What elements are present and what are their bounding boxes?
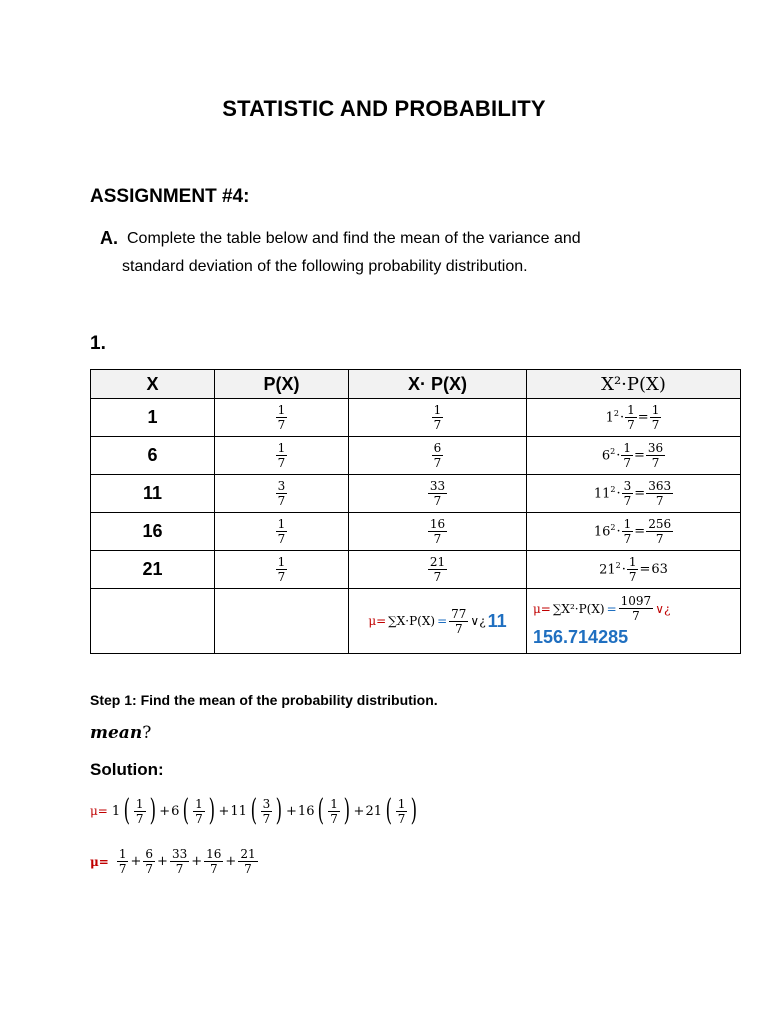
solution2-operator: + [130, 854, 142, 869]
x2px-result-fraction: $\frac{363}{7}$ [648, 479, 672, 508]
variance-tail-glyph: ∨¿ [655, 601, 671, 616]
x2px-base: $11^2$ [593, 485, 616, 502]
mean-fraction: $\frac{77}{7}$ [451, 606, 467, 636]
mean-sum-expr: ∑X·P(X) [388, 614, 436, 628]
cell-px [215, 399, 349, 437]
variance-equals: = [606, 601, 617, 616]
header-x: X [91, 370, 215, 399]
x2px-prob-fraction: $\frac{1}{7}$ [623, 441, 631, 470]
solution2-operator: + [157, 854, 168, 869]
x2px-prob-fraction: $\frac{3}{7}$ [623, 479, 632, 508]
footer-empty-1 [91, 589, 215, 654]
solution1-fraction: $\frac{1}{7}$ [135, 796, 144, 826]
solution1-coefficient: 11 [230, 803, 247, 819]
cell-x: 1 [91, 399, 215, 437]
cell-xpx [349, 399, 527, 437]
solution2-fraction: $\frac{6}{7}$ [145, 847, 154, 876]
solution2-fraction: $\frac{1}{7}$ [118, 847, 127, 876]
solution1-fraction: $\frac{1}{7}$ [397, 796, 406, 826]
solution1-coefficient: 16 [297, 803, 315, 819]
step1-heading: Step 1: Find the mean of the probability distribution. [90, 692, 438, 708]
px-fraction: $\frac{1}{7}$ [277, 441, 286, 470]
x2px-prob-fraction: $\frac{1}{7}$ [628, 555, 637, 584]
table-row [91, 513, 741, 551]
x2px-result-fraction: $\frac{1}{7}$ [651, 403, 660, 432]
solution1-coefficient: 6 [171, 803, 180, 819]
cell-xpx [349, 437, 527, 475]
solution1-operator: + [353, 803, 365, 819]
item-number: 1. [90, 333, 106, 354]
variance-sum-expr: ∑X²·P(X) [552, 601, 605, 616]
mean-question-mark: ? [142, 723, 152, 743]
assignment-heading: ASSIGNMENT #4: [90, 186, 250, 207]
x2px-base: $16^2$ [593, 523, 616, 540]
page-title: STATISTIC AND PROBABILITY [222, 96, 546, 121]
cell-x: 11 [91, 475, 215, 513]
solution-line-2 [90, 848, 258, 875]
mean-tail-glyph: ∨¿ [470, 614, 486, 628]
x2px-expression: $16^2$ · $\frac{1}{7}$ = $\frac{256}{7}$ [593, 517, 672, 546]
cell-x: 6 [91, 437, 215, 475]
header-x2px: X²·P(X) [527, 370, 741, 399]
mean-cell [349, 589, 527, 654]
solution1-fraction: $\frac{3}{7}$ [262, 796, 271, 826]
question-text-line2: standard deviation of the following probability distribution. [122, 258, 528, 275]
x2px-expression: $6^2$ · $\frac{1}{7}$ = $\frac{36}{7}$ [601, 441, 664, 470]
table-row [91, 437, 741, 475]
solution2-mu-label: μ= [90, 854, 109, 869]
x2px-expression: $11^2$ · $\frac{3}{7}$ = $\frac{363}{7}$ [593, 479, 672, 508]
x2px-prob-fraction: $\frac{1}{7}$ [627, 403, 635, 432]
cell-x2px [527, 437, 741, 475]
cell-xpx [349, 513, 527, 551]
x2px-base: $6^2$ [601, 447, 616, 464]
solution1-coefficient: 21 [365, 803, 382, 819]
xpx-fraction: $\frac{21}{7}$ [429, 555, 446, 584]
cell-x2px [527, 513, 741, 551]
xpx-fraction: $\frac{1}{7}$ [433, 403, 442, 432]
solution2-fraction: $\frac{16}{7}$ [206, 847, 222, 876]
table-row [91, 475, 741, 513]
px-fraction: $\frac{1}{7}$ [277, 555, 286, 584]
table-footer-row [91, 589, 741, 654]
solution1-operator: + [218, 803, 230, 819]
header-xpx: X· P(X) [349, 370, 527, 399]
solution1-coefficient: 1 [111, 803, 121, 819]
question-text-line1: Complete the table below and find the mean of the variance and [127, 230, 581, 247]
cell-px [215, 551, 349, 589]
solution2-fraction: $\frac{33}{7}$ [171, 847, 188, 876]
variance-cell [527, 589, 741, 654]
cell-x2px [527, 551, 741, 589]
x2px-result-fraction: $\frac{256}{7}$ [648, 517, 672, 546]
x2px-expression: $1^2$ · $\frac{1}{7}$ = $\frac{1}{7}$ [605, 403, 660, 432]
solution-heading: Solution: [90, 760, 164, 779]
cell-xpx [349, 551, 527, 589]
solution2-operator: + [191, 854, 203, 869]
x2px-expression: $21^2$ · $\frac{1}{7}$ = 63 [599, 555, 668, 584]
variance-fraction: $\frac{1097}{7}$ [620, 594, 652, 623]
solution-line-1: μ= 1 ( $\frac{1}{7}$ ) + 6 ( $\frac{1}{7}$ ) + 11 ( $\frac{3}{7}$ ) + 16 ( $\frac{1}{7}$ ) + 21 ( $\frac{1}{7}$ ) [90, 793, 418, 828]
probability-table [90, 369, 741, 654]
cell-xpx [349, 475, 527, 513]
x2px-base: $1^2$ [605, 409, 620, 426]
question-letter: A. [100, 228, 118, 248]
x2px-base: $21^2$ [599, 561, 621, 578]
footer-empty-2 [215, 589, 349, 654]
px-fraction: $\frac{3}{7}$ [277, 479, 286, 508]
cell-px [215, 437, 349, 475]
solution1-operator: + [286, 803, 297, 819]
cell-px [215, 513, 349, 551]
variance-value: 156.714285 [533, 627, 629, 647]
x2px-prob-fraction: $\frac{1}{7}$ [623, 517, 632, 546]
mean-word: mean [90, 723, 143, 743]
mean-mu-label: μ= [368, 614, 387, 628]
solution1-fraction: $\frac{1}{7}$ [195, 796, 203, 826]
mean-question [90, 723, 151, 743]
x2px-result-fraction: $\frac{36}{7}$ [647, 441, 664, 470]
xpx-fraction: $\frac{16}{7}$ [429, 517, 446, 546]
cell-px [215, 475, 349, 513]
xpx-fraction: $\frac{6}{7}$ [433, 441, 442, 470]
cell-x: 21 [91, 551, 215, 589]
cell-x2px [527, 399, 741, 437]
solution1-operator: + [159, 803, 171, 819]
solution1-fraction: $\frac{1}{7}$ [330, 796, 338, 826]
solution2-operator: + [225, 854, 237, 869]
px-fraction: $\frac{1}{7}$ [277, 517, 286, 546]
x2px-result: 63 [651, 562, 668, 577]
cell-x: 16 [91, 513, 215, 551]
solution1-mu-label: μ= [90, 804, 108, 818]
mean-value: 11 [487, 610, 507, 631]
variance-mu-label: μ= [533, 601, 551, 616]
xpx-fraction: $\frac{33}{7}$ [429, 479, 446, 508]
table-row [91, 399, 741, 437]
table-row [91, 551, 741, 589]
cell-x2px [527, 475, 741, 513]
mean-equals: = [437, 614, 448, 628]
solution2-fraction: $\frac{21}{7}$ [240, 847, 256, 876]
px-fraction: $\frac{1}{7}$ [277, 403, 286, 432]
header-px: P(X) [215, 370, 349, 399]
table-header-row [91, 370, 741, 399]
